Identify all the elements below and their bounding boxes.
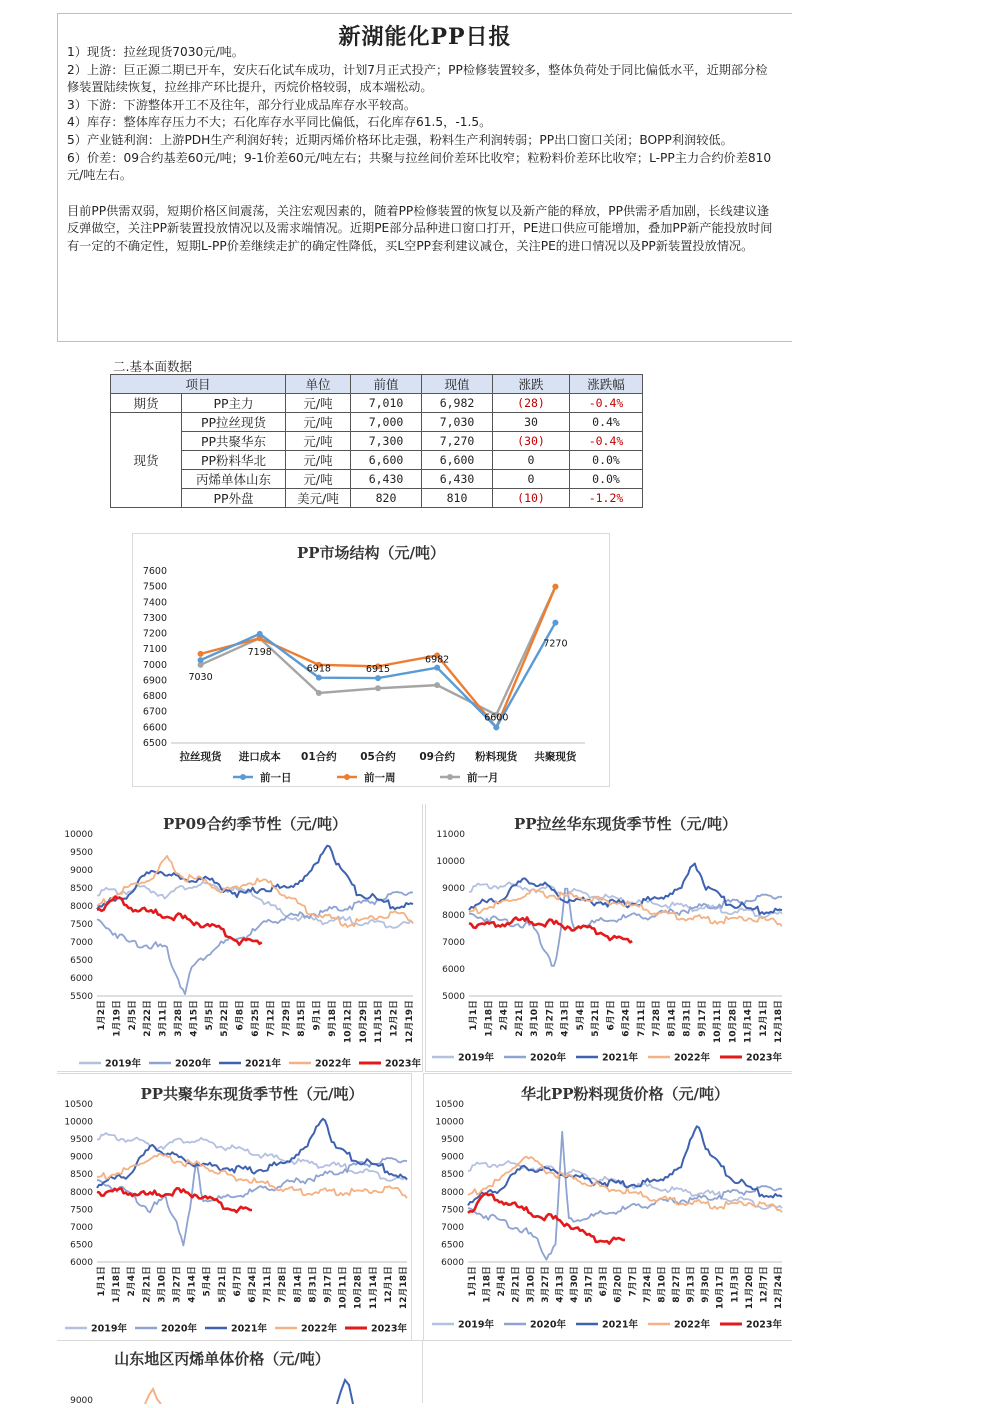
x-tick-label: 7月28日 bbox=[278, 1266, 289, 1303]
x-tick-label: 4月30日 bbox=[570, 1266, 580, 1303]
x-tick-label: 5月4日 bbox=[202, 1266, 213, 1297]
x-tick-label: 10月28日 bbox=[353, 1266, 364, 1310]
y-tick-label: 7500 bbox=[70, 920, 93, 930]
x-tick-label: 4月14日 bbox=[187, 1266, 198, 1303]
report-line-inventory: 4）库存：整体库存压力不大；石化库存水平同比偏低，石化库存61.5，-1.5。 bbox=[67, 115, 492, 130]
legend-label: 2022年 bbox=[301, 1323, 337, 1335]
x-tick-label: 09合约 bbox=[419, 751, 455, 763]
series-line bbox=[97, 1133, 407, 1181]
report-line-spread: 6）价差：09合约基差60元/吨；9-1价差60元/吨左右；共聚与拉丝间价差环比收窄；粒粉料价差环比收窄；L-PP主力合约价差810元/吨左右。 bbox=[67, 150, 772, 183]
x-tick-label: 11月14日 bbox=[743, 1000, 754, 1044]
section-heading-fundamentals: 二.基本面数据 bbox=[113, 359, 192, 374]
x-tick-label: 11月14日 bbox=[368, 1266, 379, 1310]
report-line-downstream: 3）下游：下游整体开工不及往年，部分行业成品库存水平较高。 bbox=[67, 97, 417, 112]
y-tick-label: 9500 bbox=[70, 1135, 93, 1146]
y-tick-label: 9000 bbox=[70, 1152, 93, 1163]
y-tick-label: 9500 bbox=[70, 848, 93, 858]
table-pct-cell: 0.0% bbox=[570, 470, 643, 489]
x-tick-label: 11月20日 bbox=[744, 1266, 755, 1310]
table-unit-cell: 美元/吨 bbox=[286, 489, 351, 508]
table-cur-cell: 810 bbox=[422, 489, 493, 508]
x-tick-label: 9月30日 bbox=[701, 1266, 712, 1303]
series-line bbox=[97, 897, 262, 945]
data-label: 7198 bbox=[247, 646, 272, 658]
table-header-cell: 单位 bbox=[286, 375, 351, 394]
x-tick-label: 1月1日 bbox=[468, 1266, 478, 1297]
y-tick-label: 6900 bbox=[142, 675, 167, 687]
legend-label: 2021年 bbox=[245, 1058, 281, 1070]
data-point bbox=[552, 584, 558, 590]
y-tick-label: 8000 bbox=[70, 902, 93, 912]
x-tick-label: 共聚现货 bbox=[534, 751, 577, 763]
table-prev-cell: 7,300 bbox=[351, 432, 422, 451]
table-prev-cell: 6,430 bbox=[351, 470, 422, 489]
y-tick-label: 7300 bbox=[142, 612, 167, 624]
legend-label: 2023年 bbox=[746, 1052, 782, 1064]
y-tick-label: 6000 bbox=[70, 1258, 93, 1268]
chart-title: 山东地区丙烯单体价格（元/吨） bbox=[114, 1350, 330, 1368]
x-tick-label: 粉料现货 bbox=[475, 751, 518, 763]
table-cur-cell: 6,430 bbox=[422, 470, 493, 489]
x-tick-label: 7月12日 bbox=[266, 1000, 277, 1037]
x-tick-label: 2月22日 bbox=[143, 1000, 154, 1037]
series-line bbox=[337, 1380, 353, 1404]
report-line-profit: 5）产业链利润：上游PDH生产利润好转；近期丙烯价格环比走强，粉料生产利润转弱；PP出口窗口关闭；BOPP利润较低。 bbox=[67, 132, 733, 147]
x-tick-label: 12月1日 bbox=[758, 1000, 769, 1037]
table-chg-cell: (30) bbox=[493, 432, 570, 451]
x-tick-label: 3月28日 bbox=[174, 1000, 184, 1037]
y-tick-label: 6500 bbox=[70, 956, 93, 966]
table-cur-cell: 7,270 bbox=[422, 432, 493, 451]
x-tick-label: 6月24日 bbox=[248, 1266, 258, 1303]
y-tick-label: 6800 bbox=[142, 691, 167, 703]
y-tick-label: 7500 bbox=[70, 1205, 93, 1216]
x-tick-label: 2月4日 bbox=[497, 1266, 508, 1297]
legend-label: 前一月 bbox=[467, 772, 499, 784]
x-tick-label: 6月25日 bbox=[251, 1000, 261, 1037]
x-tick-label: 3月11日 bbox=[158, 1000, 169, 1037]
pp09-seasonal-svg bbox=[57, 804, 423, 1072]
x-tick-label: 10月11日 bbox=[713, 1000, 723, 1044]
x-tick-label: 3月10日 bbox=[526, 1266, 537, 1303]
y-tick-label: 7500 bbox=[142, 581, 167, 593]
x-tick-label: 7月11日 bbox=[263, 1266, 274, 1303]
x-tick-label: 8月15日 bbox=[297, 1000, 308, 1037]
table-prev-cell: 7,010 bbox=[351, 394, 422, 413]
fundamentals-table bbox=[110, 374, 643, 508]
data-label: 7270 bbox=[543, 638, 568, 650]
table-chg-cell: 30 bbox=[493, 413, 570, 432]
x-tick-label: 8月27日 bbox=[672, 1266, 682, 1303]
x-tick-label: 7月11日 bbox=[636, 1000, 647, 1037]
y-tick-label: 7600 bbox=[142, 566, 167, 577]
report-line-upstream: 2）上游：巨正源二期已开车，安庆石化试车成功，计划7月正式投产；PP检修装置较多，整体负荷处于同比偏低水平，近期部分检修装置陆续恢复，拉丝排产环比提升，丙烷价格较弱，成本端松动。 bbox=[67, 62, 768, 95]
x-tick-label: 5月4日 bbox=[575, 1000, 586, 1031]
chart-title: PP市场结构（元/吨） bbox=[296, 544, 446, 562]
y-tick-label: 10000 bbox=[436, 857, 465, 867]
legend-label: 2019年 bbox=[91, 1323, 127, 1335]
table-cur-cell: 7,030 bbox=[422, 413, 493, 432]
market-structure-svg bbox=[133, 534, 609, 786]
legend-label: 2022年 bbox=[674, 1319, 710, 1331]
x-tick-label: 8月10日 bbox=[657, 1266, 668, 1303]
data-point bbox=[316, 690, 322, 696]
x-tick-label: 2月5日 bbox=[127, 1000, 138, 1031]
y-tick-label: 7000 bbox=[442, 938, 465, 948]
pp-copolymer-east-seasonal-svg bbox=[57, 1074, 412, 1342]
data-label: 6915 bbox=[365, 664, 391, 676]
data-label: 6982 bbox=[425, 654, 450, 666]
x-tick-label: 12月7日 bbox=[759, 1266, 770, 1303]
y-tick-label: 8500 bbox=[70, 884, 93, 894]
x-tick-label: 10月29日 bbox=[358, 1000, 369, 1044]
y-tick-label: 6700 bbox=[142, 706, 167, 718]
x-tick-label: 2月4日 bbox=[127, 1266, 138, 1297]
x-tick-label: 4月13日 bbox=[555, 1266, 566, 1303]
data-point bbox=[375, 685, 381, 691]
x-tick-label: 5月22日 bbox=[220, 1000, 231, 1037]
table-unit-cell: 元/吨 bbox=[286, 413, 351, 432]
y-tick-label: 7000 bbox=[70, 938, 93, 948]
x-tick-label: 6月7日 bbox=[232, 1266, 243, 1297]
data-label: 7030 bbox=[188, 672, 213, 684]
legend-marker bbox=[447, 774, 453, 780]
table-name-cell: PP外盘 bbox=[182, 489, 286, 508]
x-tick-label: 6月8日 bbox=[235, 1000, 246, 1031]
legend-label: 前一周 bbox=[364, 772, 396, 784]
x-tick-label: 7月7日 bbox=[628, 1266, 639, 1297]
legend-label: 2019年 bbox=[458, 1052, 494, 1064]
x-tick-label: 12月18日 bbox=[774, 1000, 784, 1044]
x-tick-label: 5月21日 bbox=[591, 1000, 601, 1037]
x-tick-label: 5月5日 bbox=[204, 1000, 215, 1031]
report-title: 新湖能化PP日报 bbox=[338, 24, 512, 50]
table-unit-cell: 元/吨 bbox=[286, 394, 351, 413]
y-tick-label: 7100 bbox=[142, 644, 167, 656]
pp-powder-north-chart bbox=[423, 1073, 792, 1341]
y-tick-label: 10500 bbox=[435, 1100, 464, 1110]
table-category-cell: 现货 bbox=[111, 413, 182, 508]
legend-marker bbox=[240, 774, 246, 780]
table-pct-cell: -0.4% bbox=[570, 394, 643, 413]
y-tick-label: 7000 bbox=[70, 1222, 93, 1233]
x-tick-label: 9月17日 bbox=[697, 1000, 708, 1037]
x-tick-label: 3月27日 bbox=[172, 1266, 183, 1303]
x-tick-label: 9月18日 bbox=[328, 1000, 338, 1037]
table-unit-cell: 元/吨 bbox=[286, 432, 351, 451]
legend-label: 2021年 bbox=[602, 1319, 638, 1331]
x-tick-label: 1月18日 bbox=[484, 1000, 495, 1037]
series-line bbox=[468, 1193, 625, 1243]
x-tick-label: 2月21日 bbox=[514, 1000, 525, 1037]
data-label: 6600 bbox=[484, 712, 509, 724]
table-header-cell: 项目 bbox=[111, 375, 286, 394]
x-tick-label: 5月17日 bbox=[584, 1266, 595, 1303]
x-tick-label: 7月24日 bbox=[642, 1266, 653, 1303]
y-tick-label: 7400 bbox=[142, 597, 167, 609]
legend-label: 2023年 bbox=[746, 1319, 782, 1331]
series-line bbox=[97, 1188, 252, 1212]
pp-powder-north-svg bbox=[424, 1074, 793, 1342]
table-pct-cell: -0.4% bbox=[570, 432, 643, 451]
x-tick-label: 12月2日 bbox=[389, 1000, 400, 1037]
x-tick-label: 3月10日 bbox=[530, 1000, 540, 1037]
x-tick-label: 05合约 bbox=[360, 751, 396, 763]
report-block bbox=[57, 13, 792, 342]
table-prev-cell: 6,600 bbox=[351, 451, 422, 470]
chart-title: PP09合约季节性（元/吨） bbox=[163, 815, 347, 833]
table-header-row bbox=[111, 375, 643, 394]
y-tick-label: 6500 bbox=[441, 1240, 464, 1251]
table-category-cell: 期货 bbox=[111, 394, 182, 413]
y-tick-label: 6500 bbox=[70, 1240, 93, 1251]
x-tick-label: 2月21日 bbox=[511, 1266, 522, 1303]
table-name-cell: PP拉丝现货 bbox=[182, 413, 286, 432]
x-tick-label: 1月18日 bbox=[112, 1266, 123, 1303]
series-line bbox=[145, 1389, 161, 1404]
x-tick-label: 10月17日 bbox=[715, 1266, 726, 1310]
report-line-spot: 1）现货：拉丝现货7030元/吨。 bbox=[67, 45, 244, 59]
legend-label: 2020年 bbox=[161, 1323, 197, 1335]
table-prev-cell: 820 bbox=[351, 489, 422, 508]
table-chg-cell: 0 bbox=[493, 451, 570, 470]
table-chg-cell: (10) bbox=[493, 489, 570, 508]
table-pct-cell: -1.2% bbox=[570, 489, 643, 508]
y-tick-label: 10000 bbox=[435, 1117, 464, 1128]
x-tick-label: 8月14日 bbox=[293, 1266, 304, 1303]
y-tick-label: 8500 bbox=[70, 1170, 93, 1181]
x-tick-label: 1月1日 bbox=[469, 1000, 479, 1031]
table-pct-cell: 0.4% bbox=[570, 413, 643, 432]
legend-label: 2019年 bbox=[105, 1058, 141, 1070]
table-header-cell: 涨跌 bbox=[493, 375, 570, 394]
y-tick-label: 9500 bbox=[441, 1135, 464, 1146]
propylene-shandong-chart bbox=[57, 1340, 423, 1403]
data-label: 6918 bbox=[306, 663, 331, 675]
x-tick-label: 10月28日 bbox=[728, 1000, 739, 1044]
data-point bbox=[375, 675, 381, 681]
table-name-cell: PP主力 bbox=[182, 394, 286, 413]
x-tick-label: 11月15日 bbox=[374, 1000, 385, 1044]
legend-label: 2020年 bbox=[530, 1319, 566, 1331]
x-tick-label: 拉丝现货 bbox=[179, 751, 222, 763]
x-tick-label: 3月10日 bbox=[157, 1266, 168, 1303]
x-tick-label: 12月1日 bbox=[383, 1266, 394, 1303]
y-tick-label: 9000 bbox=[441, 1152, 464, 1163]
market-structure-chart bbox=[132, 533, 610, 787]
pp09-seasonal-chart bbox=[57, 804, 423, 1072]
x-tick-label: 6月3日 bbox=[599, 1266, 610, 1297]
data-point bbox=[257, 631, 263, 637]
chart-title: PP共聚华东现货季节性（元/吨） bbox=[140, 1085, 364, 1103]
x-tick-label: 1月19日 bbox=[112, 1000, 123, 1037]
y-tick-label: 8000 bbox=[441, 1187, 464, 1198]
data-point bbox=[493, 724, 499, 730]
legend-label: 前一日 bbox=[260, 772, 292, 784]
legend-label: 2023年 bbox=[371, 1323, 407, 1335]
x-tick-label: 1月1日 bbox=[97, 1266, 107, 1297]
x-tick-label: 3月27日 bbox=[540, 1266, 551, 1303]
y-tick-label: 7500 bbox=[441, 1205, 464, 1216]
x-tick-label: 12月24日 bbox=[774, 1266, 784, 1310]
y-tick-label: 7200 bbox=[142, 628, 167, 640]
x-tick-label: 01合约 bbox=[301, 751, 337, 763]
table-unit-cell: 元/吨 bbox=[286, 470, 351, 489]
x-tick-label: 4月13日 bbox=[560, 1000, 571, 1037]
y-tick-label: 9000 bbox=[70, 1396, 93, 1404]
x-tick-label: 8月31日 bbox=[308, 1266, 319, 1303]
y-tick-label: 9000 bbox=[442, 884, 465, 894]
y-tick-label: 7000 bbox=[142, 659, 167, 671]
legend-label: 2019年 bbox=[458, 1319, 494, 1331]
legend-label: 2022年 bbox=[315, 1058, 351, 1070]
legend-label: 2022年 bbox=[674, 1052, 710, 1064]
y-tick-label: 6600 bbox=[142, 722, 167, 734]
pp-drawing-east-seasonal-svg bbox=[426, 804, 793, 1072]
y-tick-label: 6000 bbox=[442, 965, 465, 975]
legend-label: 2021年 bbox=[231, 1323, 267, 1335]
table-header-cell: 现值 bbox=[422, 375, 493, 394]
series-line bbox=[97, 1119, 407, 1188]
y-tick-label: 10000 bbox=[64, 1117, 93, 1128]
table-cur-cell: 6,600 bbox=[422, 451, 493, 470]
table-header-cell: 前值 bbox=[351, 375, 422, 394]
legend-label: 2020年 bbox=[175, 1058, 211, 1070]
x-tick-label: 7月28日 bbox=[652, 1000, 662, 1037]
x-tick-label: 12月19日 bbox=[405, 1000, 415, 1044]
table-pct-cell: 0.0% bbox=[570, 451, 643, 470]
legend-label: 2023年 bbox=[385, 1058, 421, 1070]
y-tick-label: 7000 bbox=[441, 1222, 464, 1233]
propylene-shandong-svg bbox=[57, 1341, 423, 1404]
y-tick-label: 5500 bbox=[70, 992, 93, 1002]
table-name-cell: 丙烯单体山东 bbox=[182, 470, 286, 489]
y-tick-label: 6500 bbox=[142, 738, 167, 749]
x-tick-label: 1月2日 bbox=[97, 1000, 107, 1031]
data-point bbox=[198, 651, 204, 657]
table-prev-cell: 7,000 bbox=[351, 413, 422, 432]
table-row bbox=[111, 470, 643, 489]
pp-drawing-east-seasonal-chart bbox=[425, 804, 792, 1072]
y-tick-label: 8000 bbox=[70, 1187, 93, 1198]
table-chg-cell: 0 bbox=[493, 470, 570, 489]
data-point bbox=[552, 620, 558, 626]
y-tick-label: 6000 bbox=[441, 1258, 464, 1268]
data-point bbox=[434, 682, 440, 688]
y-tick-label: 5000 bbox=[442, 992, 465, 1002]
y-tick-label: 10500 bbox=[64, 1100, 93, 1110]
table-cur-cell: 6,982 bbox=[422, 394, 493, 413]
x-tick-label: 1月18日 bbox=[482, 1266, 493, 1303]
x-tick-label: 12月18日 bbox=[399, 1266, 409, 1310]
pp-copolymer-east-seasonal-chart bbox=[57, 1073, 412, 1341]
table-row bbox=[111, 489, 643, 508]
x-tick-label: 9月13日 bbox=[686, 1266, 697, 1303]
table-row bbox=[111, 413, 643, 432]
data-point bbox=[198, 657, 204, 663]
x-tick-label: 6月24日 bbox=[621, 1000, 632, 1037]
legend-label: 2020年 bbox=[530, 1052, 566, 1064]
chart-title: PP拉丝华东现货季节性（元/吨） bbox=[513, 815, 738, 833]
chart-title: 华北PP粉料现货价格（元/吨） bbox=[520, 1085, 730, 1103]
x-tick-label: 8月31日 bbox=[682, 1000, 693, 1037]
table-row bbox=[111, 394, 643, 413]
x-tick-label: 8月14日 bbox=[667, 1000, 678, 1037]
report-body bbox=[67, 44, 779, 256]
x-tick-label: 9月17日 bbox=[323, 1266, 334, 1303]
report-summary: 目前PP供需双弱，短期价格区间震荡，关注宏观因素的，随着PP检修装置的恢复以及新产能的释放，PP供需矛盾加剧，长线建议逢反弹做空，关注PP新装置投放情况以及需求端情况。近期PE部分品种进口窗口打开，PE进口供应可能增加，叠加PP新产能投放时间有一定的不确定性，短期L-PP价差继续走扩的确定性降低，买L空PP套利建议减仓，关注PE的进口情况以及PP新装置投放情况。 bbox=[67, 203, 773, 253]
table-chg-cell: (28) bbox=[493, 394, 570, 413]
y-tick-label: 9000 bbox=[70, 866, 93, 876]
x-tick-label: 7月29日 bbox=[281, 1000, 292, 1037]
y-tick-label: 8000 bbox=[442, 911, 465, 921]
table-name-cell: PP粉料华北 bbox=[182, 451, 286, 470]
x-tick-label: 11月3日 bbox=[730, 1266, 741, 1303]
x-tick-label: 2月21日 bbox=[142, 1266, 153, 1303]
legend-label: 2021年 bbox=[602, 1052, 638, 1064]
data-point bbox=[316, 675, 322, 681]
series-line bbox=[97, 846, 413, 910]
table-unit-cell: 元/吨 bbox=[286, 451, 351, 470]
y-tick-label: 8500 bbox=[441, 1170, 464, 1181]
x-tick-label: 10月12日 bbox=[343, 1000, 354, 1044]
x-tick-label: 4月15日 bbox=[189, 1000, 200, 1037]
series-line bbox=[97, 882, 413, 928]
x-tick-label: 6月7日 bbox=[606, 1000, 617, 1031]
legend-marker bbox=[344, 774, 350, 780]
x-tick-label: 5月21日 bbox=[217, 1266, 228, 1303]
x-tick-label: 9月1日 bbox=[312, 1000, 323, 1031]
x-tick-label: 进口成本 bbox=[238, 751, 281, 763]
x-tick-label: 3月27日 bbox=[545, 1000, 556, 1037]
x-tick-label: 6月20日 bbox=[613, 1266, 624, 1303]
y-tick-label: 11000 bbox=[436, 830, 465, 840]
y-tick-label: 6000 bbox=[70, 974, 93, 984]
table-name-cell: PP共聚华东 bbox=[182, 432, 286, 451]
table-header-cell: 涨跌幅 bbox=[570, 375, 643, 394]
table-row bbox=[111, 451, 643, 470]
x-tick-label: 2月4日 bbox=[499, 1000, 510, 1031]
x-tick-label: 10月11日 bbox=[338, 1266, 349, 1310]
table-row bbox=[111, 432, 643, 451]
y-tick-label: 10000 bbox=[64, 830, 93, 840]
